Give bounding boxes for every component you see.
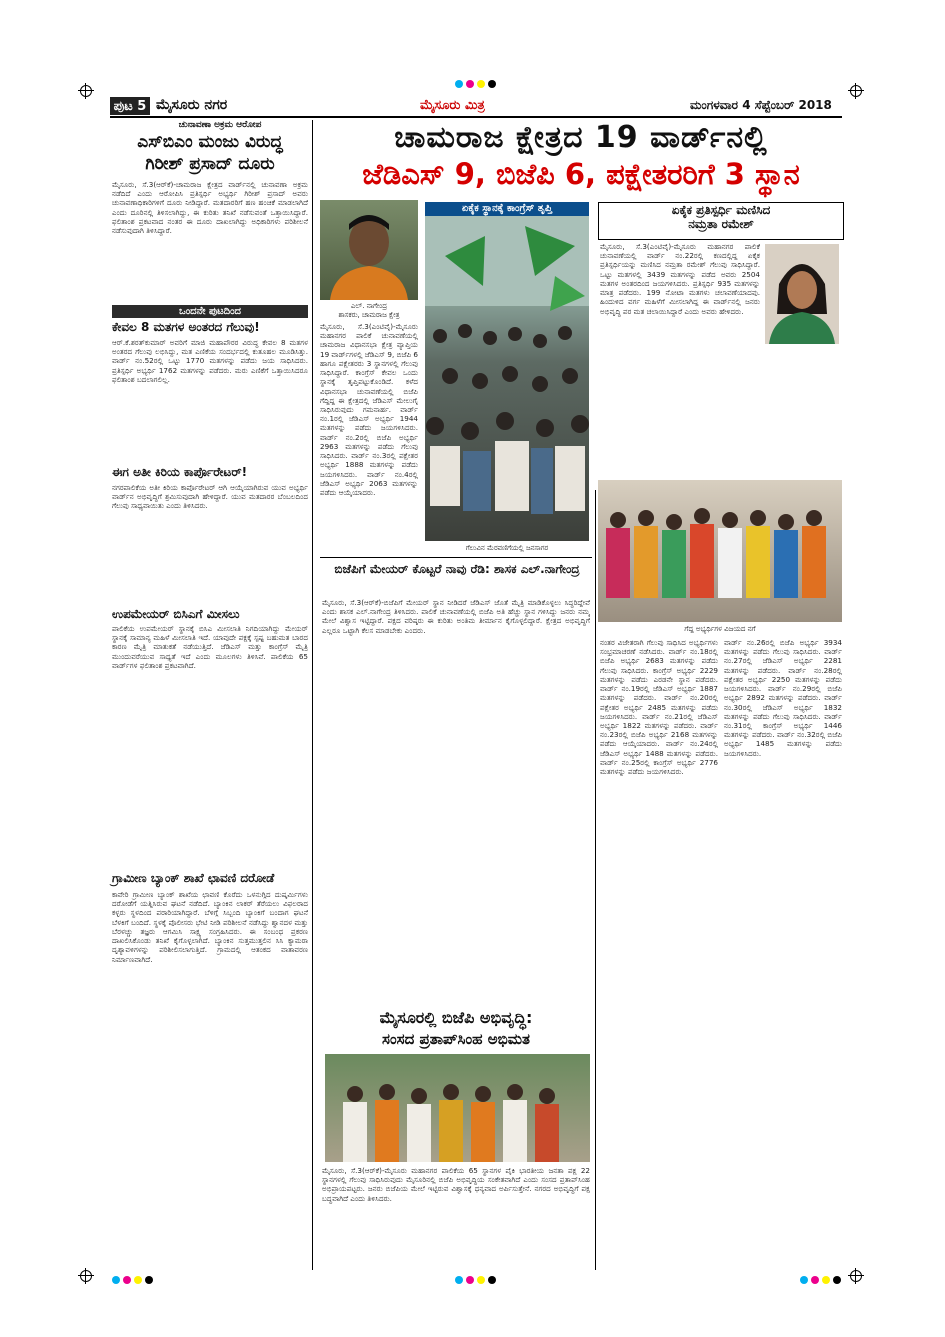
mla-portrait [320,200,418,300]
article-body: ಆರ್.ಕೆ.ಶರತ್‌ಕುಮಾರ್ ಅವರಿಗೆ ಮಾಜಿ ಮಹಾಪೌರರ ವಿರುದ್ಧ ಕೇವಲ 8 ಮತಗಳ ಅಂತರದ ಗೆಲುವು ಲಭಿಸಿದ್ದು, ಮತ ಎಣಿಕೆಯ ಸಂದರ್ಭದಲ್ಲಿ ಕುತೂಹಲ ಮೂಡಿಸಿತ್ತು. ವಾರ್ಡ್ ನಂ.52ರಲ್ಲಿ ಒಟ್ಟು 1770 ಮತಗಳನ್ನು ಪಡೆದು ಜಯ ಸಾಧಿಸಿದರು. ಪ್ರತಿಸ್ಪರ್ಧಿ ಅಭ್ಯರ್ಥಿ 1762 ಮತಗಳನ್ನು ಪಡೆದರು. ಮರು ಎಣಿಕೆಗೆ ಒತ್ತಾಯಿಸಿದರೂ ಫಲಿತಾಂಶ ಬದಲಾಗಲಿಲ್ಲ. [112,338,308,384]
winners-caption: ಗೆದ್ದ ಅಭ್ಯರ್ಥಿಗಳ ವಿಜಯದ ನಗೆ [684,625,756,633]
portrait-figure [320,200,418,300]
namratha-figure [765,244,839,344]
bjp-mayor-headline: ಬಿಜೆಪಿಗೆ ಮೇಯರ್ ಕೊಟ್ಟರೆ ನಾವು ರೆಡಿ: ಶಾಸಕ ಎಲ್.ನಾಗೇಂದ್ರ [334,562,580,576]
article-body: ಕಾವೇರಿ ಗ್ರಾಮೀಣ ಬ್ಯಾಂಕ್ ಶಾಖೆಯ ಛಾವಣಿ ಕೊರೆದು ಒಳನುಗ್ಗಿದ ದುಷ್ಕರ್ಮಿಗಳು ದರೋಡೆಗೆ ಯತ್ನಿಸಿರುವ ಘಟನೆ ನಡೆದಿದೆ. ಬ್ಯಾಂಕಿನ ಲಾಕರ್ ತೆರೆಯಲು ವಿಫಲರಾದ ಕಳ್ಳರು ಸ್ಥಳದಿಂದ ಪರಾರಿಯಾಗಿದ್ದಾರೆ. ಬೆಳಿಗ್ಗೆ ಸಿಬ್ಬಂದಿ ಬ್ಯಾಂಕಿಗೆ ಬಂದಾಗ ಘಟನೆ ಬೆಳಕಿಗೆ ಬಂದಿದೆ. ಸ್ಥಳಕ್ಕೆ ಪೊಲೀಸರು ಭೇಟಿ ನೀಡಿ ಪರಿಶೀಲನೆ ನಡೆಸಿದ್ದು ಶ್ವಾನದಳ ಮತ್ತು ಬೆರಳಚ್ಚು ತಜ್ಞರು ಆಗಮಿಸಿ ಸಾಕ್ಷ್ಯ ಸಂಗ್ರಹಿಸಿದರು. ಈ ಸಂಬಂಧ ಪ್ರಕರಣ ದಾಖಲಿಸಿಕೊಂಡು ತನಿಖೆ ಕೈಗೊಳ್ಳಲಾಗಿದೆ. ಬ್ಯಾಂಕಿನ ಸುತ್ತಮುತ್ತಲಿನ ಸಿಸಿ ಕ್ಯಾಮರಾ ದೃಶ್ಯಾವಳಿಗಳನ್ನು ಪರಿಶೀಲಿಸಲಾಗುತ್ತಿದೆ. ಗ್ರಾಮದಲ್ಲಿ ಆತಂಕದ ವಾತಾವರಣ ನಿರ್ಮಾಣವಾಗಿದೆ. [112,890,308,964]
main-headline [320,120,842,192]
page-number: ಪುಟ 5 [110,97,150,115]
namratha-portrait [765,244,839,344]
namratha-article-body: ಮೈಸೂರು, ಸೆ.3(ಎಂಟಿವೈ)-ಮೈಸೂರು ಮಹಾನಗರ ಪಾಲಿಕೆ ಚುನಾವಣೆಯಲ್ಲಿ ವಾರ್ಡ್ ನಂ.22ರಲ್ಲಿ ಕಣದಲ್ಲಿದ್ದ ಏಕೈಕ ಪ್ರತಿಸ್ಪರ್ಧಿಯನ್ನು ಮಣಿಸಿದ ನಮ್ರತಾ ರಮೇಶ್ ಗೆಲುವು ಸಾಧಿಸಿದ್ದಾರೆ. ಒಟ್ಟು ಮತಗಳಲ್ಲಿ 3439 ಮತಗಳನ್ನು ಪಡೆದ ಅವರು 2504 ಮತಗಳ ಅಂತರದಿಂದ ಜಯಗಳಿಸಿದರು. ಪ್ರತಿಸ್ಪರ್ಧಿ 935 ಮತಗಳನ್ನು ಮಾತ್ರ ಪಡೆದರು. 199 ನೋಟಾ ಮತಗಳು ಚಲಾವಣೆಯಾದವು. ಹಿಂದುಳಿದ ವರ್ಗ ಮಹಿಳೆಗೆ ಮೀಸಲಾಗಿದ್ದ ಈ ವಾರ್ಡ್‌ನಲ್ಲಿ ಜನರು ಅಭಿವೃದ್ಧಿ ಪರ ಮತ ಚಲಾಯಿಸಿದ್ದಾರೆ ಎಂದು ಅವರು ಹೇಳಿದರು. [600,242,760,316]
color-dots-bottom-right [800,1276,841,1284]
registration-mark-top-right [850,85,862,97]
color-dots-top [455,80,496,88]
namratha-headline-2: ನಮ್ರತಾ ರಮೇಶ್ [688,217,754,232]
article-subhead: ಕೇವಲ 8 ಮತಗಳ ಅಂತರದ ಗೆಲುವು! [112,320,260,334]
namratha-headline-1: ಏಕೈಕ ಪ್ರತಿಸ್ಪರ್ಧಿ ಮಣಿಸಿದ [671,203,771,217]
registration-mark-bottom-left [80,1270,92,1282]
mp-group-illustration [325,1054,590,1162]
mp-group-photo [325,1054,590,1162]
namratha-headline-box [598,202,844,240]
results-column-1: ನಂತರ ವಿಜೇತರಾಗಿ ಗೆಲುವು ಸಾಧಿಸಿದ ಅಭ್ಯರ್ಥಿಗಳು ಸಂಭ್ರಮಾಚರಣೆ ನಡೆಸಿದರು. ವಾರ್ಡ್ ನಂ.18ರಲ್ಲಿ ಬಿಜೆಪಿ ಅಭ್ಯರ್ಥಿ 2683 ಮತಗಳನ್ನು ಪಡೆದು ಗೆಲುವು ಸಾಧಿಸಿದರು. ಕಾಂಗ್ರೆಸ್ ಅಭ್ಯರ್ಥಿ 2229 ಮತಗಳನ್ನು ಪಡೆದು ಎರಡನೇ ಸ್ಥಾನ ಪಡೆದರು. ವಾರ್ಡ್ ನಂ.19ರಲ್ಲಿ ಜೆಡಿಎಸ್ ಅಭ್ಯರ್ಥಿ 1887 ಮತಗಳನ್ನು ಪಡೆದರು. ವಾರ್ಡ್ ನಂ.20ರಲ್ಲಿ ಪಕ್ಷೇತರ ಅಭ್ಯರ್ಥಿ 2485 ಮತಗಳನ್ನು ಪಡೆದು ಜಯಗಳಿಸಿದರು. ವಾರ್ಡ್ ನಂ.21ರಲ್ಲಿ ಜೆಡಿಎಸ್ ಅಭ್ಯರ್ಥಿ 1822 ಮತಗಳನ್ನು ಪಡೆದರು. ವಾರ್ಡ್ ನಂ.23ರಲ್ಲಿ ಬಿಜೆಪಿ ಅಭ್ಯರ್ಥಿ 2168 ಮತಗಳನ್ನು ಪಡೆದು ಆಯ್ಕೆಯಾದರು. ವಾರ್ಡ್ ನಂ.24ರಲ್ಲಿ ಜೆಡಿಎಸ್ ಅಭ್ಯರ್ಥಿ 1488 ಮತಗಳನ್ನು ಪಡೆದರು. ವಾರ್ಡ್ ನಂ.25ರಲ್ಲಿ ಕಾಂಗ್ರೆಸ್ ಅಭ್ಯರ್ಥಿ 2776 ಮತಗಳನ್ನು ಪಡೆದು ಜಯಗಳಿಸಿದರು. [600,638,718,777]
registration-mark-bottom-right [850,1270,862,1282]
main-headline-line-2: ಜೆಡಿಎಸ್ 9, ಬಿಜೆಪಿ 6, ಪಕ್ಷೇತರರಿಗೆ 3 ಸ್ಥಾನ [362,157,800,191]
crowd-illustration [425,216,589,541]
article-subhead: ಈಗ ಅತೀ ಕಿರಿಯ ಕಾರ್ಪೊರೇಟರ್! [112,465,248,479]
column-divider [595,490,596,1270]
registration-mark-top-left [80,85,92,97]
article-body: ಪಾಲಿಕೆಯ ಉಪಮೇಯರ್ ಸ್ಥಾನಕ್ಕೆ ಬಿಸಿಎ ಮೀಸಲಾತಿ ನಿಗದಿಯಾಗಿದ್ದು ಮೇಯರ್ ಸ್ಥಾನಕ್ಕೆ ಸಾಮಾನ್ಯ ಮಹಿಳೆ ಮೀಸಲಾತಿ ಇದೆ. ಯಾವುದೇ ಪಕ್ಷಕ್ಕೆ ಸ್ಪಷ್ಟ ಬಹುಮತ ಬಾರದ ಕಾರಣ ಮೈತ್ರಿ ಮಾತುಕತೆ ನಡೆಯುತ್ತಿದೆ. ಜೆಡಿಎಸ್ ಮತ್ತು ಕಾಂಗ್ರೆಸ್ ಮೈತ್ರಿ ಮುಂದುವರೆಯುವ ಸಾಧ್ಯತೆ ಇದೆ ಎಂದು ಮೂಲಗಳು ತಿಳಿಸಿವೆ. ಪಾಲಿಕೆಯ 65 ವಾರ್ಡ್‌ಗಳ ಫಲಿತಾಂಶ ಪ್ರಕಟವಾಗಿದೆ. [112,624,308,670]
color-dots-bottom-left [112,1276,153,1284]
winners-illustration [598,480,842,622]
victory-procession-photo [425,216,589,541]
section-rule [320,557,592,558]
issue-date: ಮಂಗಳವಾರ 4 ಸೆಪ್ಟೆಂಬರ್ 2018 [690,98,832,112]
left-headline-2: ಗಿರೀಶ್ ಪ್ರಸಾದ್ ದೂರು [145,154,275,174]
main-headline-line-1: ಚಾಮರಾಜ ಕ್ಷೇತ್ರದ 19 ವಾರ್ಡ್‌ನಲ್ಲಿ [394,120,768,155]
mp-headline-1: ಮೈಸೂರಲ್ಲಿ ಬಿಜೆಪಿ ಅಭಿವೃದ್ಧಿ: [379,1008,533,1027]
article-subhead: ಉಪಮೇಯರ್ ಬಿಸಿಎಗೆ ಮೀಸಲು [112,607,240,621]
portrait-caption-title: ಶಾಸಕರು, ಚಾಮರಾಜ ಕ್ಷೇತ್ರ [338,311,400,319]
photo-title: ಏಕೈಕ ಸ್ಥಾನಕ್ಕೆ ಕಾಂಗ್ರೆಸ್ ತೃಪ್ತಿ [425,202,589,216]
left-article-body: ಮೈಸೂರು, ಸೆ.3(ಆರ್‌ಕೆ)-ಚಾಮರಾಜ ಕ್ಷೇತ್ರದ ವಾರ್ಡ್‌ನಲ್ಲಿ ಚುನಾವಣಾ ಅಕ್ರಮ ನಡೆದಿದೆ ಎಂದು ಆರೋಪಿಸಿ ಪ್ರತಿಸ್ಪರ್ಧಿ ಅಭ್ಯರ್ಥಿ ಗಿರೀಶ್ ಪ್ರಸಾದ್ ಅವರು ಚುನಾವಣಾಧಿಕಾರಿಗಳಿಗೆ ದೂರು ನೀಡಿದ್ದಾರೆ. ಮತದಾರರಿಗೆ ಹಣ ಹಂಚಿಕೆ ಮಾಡಲಾಗಿದೆ ಎಂದು ದೂರಿನಲ್ಲಿ ತಿಳಿಸಲಾಗಿದ್ದು, ಈ ಕುರಿತು ತನಿಖೆ ನಡೆಸುವಂತೆ ಒತ್ತಾಯಿಸಿದ್ದಾರೆ. ಫಲಿತಾಂಶ ಪ್ರಕಟವಾದ ನಂತರ ಈ ದೂರು ದಾಖಲಾಗಿದ್ದು ಅಧಿಕಾರಿಗಳು ಪರಿಶೀಲನೆ ನಡೆಸುವುದಾಗಿ ತಿಳಿಸಿದ್ದಾರೆ. [112,180,308,236]
left-kicker: ಚುನಾವಣಾ ಅಕ್ರಮ ಆರೋಪ [178,120,262,130]
continued-label: ಒಂದನೇ ಪುಟದಿಂದ [112,305,308,318]
results-column-2: ವಾರ್ಡ್ ನಂ.26ರಲ್ಲಿ ಬಿಜೆಪಿ ಅಭ್ಯರ್ಥಿ 3934 ಮತಗಳನ್ನು ಪಡೆದು ಗೆಲುವು ಸಾಧಿಸಿದರು. ವಾರ್ಡ್ ನಂ.27ರಲ್ಲಿ ಜೆಡಿಎಸ್ ಅಭ್ಯರ್ಥಿ 2281 ಮತಗಳನ್ನು ಪಡೆದರು. ವಾರ್ಡ್ ನಂ.28ರಲ್ಲಿ ಪಕ್ಷೇತರ ಅಭ್ಯರ್ಥಿ 2250 ಮತಗಳನ್ನು ಪಡೆದು ಜಯಗಳಿಸಿದರು. ವಾರ್ಡ್ ನಂ.29ರಲ್ಲಿ ಬಿಜೆಪಿ ಅಭ್ಯರ್ಥಿ 2892 ಮತಗಳನ್ನು ಪಡೆದರು. ವಾರ್ಡ್ ನಂ.30ರಲ್ಲಿ ಜೆಡಿಎಸ್ ಅಭ್ಯರ್ಥಿ 1832 ಮತಗಳನ್ನು ಪಡೆದು ಗೆಲುವು ಸಾಧಿಸಿದರು. ವಾರ್ಡ್ ನಂ.31ರಲ್ಲಿ ಕಾಂಗ್ರೆಸ್ ಅಭ್ಯರ್ಥಿ 1446 ಮತಗಳನ್ನು ಪಡೆದರು. ವಾರ್ಡ್ ನಂ.32ರಲ್ಲಿ ಬಿಜೆಪಿ ಅಭ್ಯರ್ಥಿ 1485 ಮತಗಳನ್ನು ಪಡೆದು ಜಯಗಳಿಸಿದರು. [724,638,842,758]
bjp-mayor-article-body: ಮೈಸೂರು, ಸೆ.3(ಆರ್‌ಕೆ)-ಬಿಜೆಪಿಗೆ ಮೇಯರ್ ಸ್ಥಾನ ನೀಡಿದರೆ ಜೆಡಿಎಸ್ ಜೊತೆ ಮೈತ್ರಿ ಮಾಡಿಕೊಳ್ಳಲು ಸಿದ್ಧರಿದ್ದೇವೆ ಎಂದು ಶಾಸಕ ಎಲ್.ನಾಗೇಂದ್ರ ತಿಳಿಸಿದರು. ಪಾಲಿಕೆ ಚುನಾವಣೆಯಲ್ಲಿ ಬಿಜೆಪಿ ಅತಿ ಹೆಚ್ಚು ಸ್ಥಾನ ಗಳಿಸಿದ್ದು ಜನರು ನಮ್ಮ ಮೇಲೆ ವಿಶ್ವಾಸ ಇಟ್ಟಿದ್ದಾರೆ. ಪಕ್ಷದ ವರಿಷ್ಠರು ಈ ಕುರಿತು ಅಂತಿಮ ತೀರ್ಮಾನ ಕೈಗೊಳ್ಳಲಿದ್ದಾರೆ. ಕ್ಷೇತ್ರದ ಅಭಿವೃದ್ಧಿಗೆ ಎಲ್ಲರೂ ಒಟ್ಟಾಗಿ ಕೆಲಸ ಮಾಡಬೇಕು ಎಂದರು. [322,598,590,635]
masthead: ಮೈಸೂರು ಮಿತ್ರ [420,98,485,113]
photo-caption: ಗೆಲುವಿನ ಮೆರವಣಿಗೆಯಲ್ಲಿ ಜನಸಾಗರ [465,544,549,552]
color-dots-bottom-center [455,1276,496,1284]
main-article-body: ಮೈಸೂರು, ಸೆ.3(ಎಂಟಿವೈ)-ಮೈಸೂರು ಮಹಾನಗರ ಪಾಲಿಕೆ ಚುನಾವಣೆಯಲ್ಲಿ ಚಾಮರಾಜ ವಿಧಾನಸಭಾ ಕ್ಷೇತ್ರ ವ್ಯಾಪ್ತಿಯ 19 ವಾರ್ಡ್‌ಗಳಲ್ಲಿ ಜೆಡಿಎಸ್ 9, ಬಿಜೆಪಿ 6 ಹಾಗೂ ಪಕ್ಷೇತರರು 3 ಸ್ಥಾನಗಳಲ್ಲಿ ಗೆಲುವು ಸಾಧಿಸಿದ್ದಾರೆ. ಕಾಂಗ್ರೆಸ್ ಕೇವಲ ಒಂದು ಸ್ಥಾನಕ್ಕೆ ತೃಪ್ತಿಪಟ್ಟುಕೊಂಡಿದೆ. ಕಳೆದ ವಿಧಾನಸಭಾ ಚುನಾವಣೆಯಲ್ಲಿ ಬಿಜೆಪಿ ಗೆದ್ದಿದ್ದ ಈ ಕ್ಷೇತ್ರದಲ್ಲಿ ಜೆಡಿಎಸ್ ಮೇಲುಗೈ ಸಾಧಿಸಿರುವುದು ಗಮನಾರ್ಹ. ವಾರ್ಡ್ ನಂ.1ರಲ್ಲಿ ಜೆಡಿಎಸ್ ಅಭ್ಯರ್ಥಿ 1944 ಮತಗಳನ್ನು ಪಡೆದು ಜಯಗಳಿಸಿದರು. ವಾರ್ಡ್ ನಂ.2ರಲ್ಲಿ ಬಿಜೆಪಿ ಅಭ್ಯರ್ಥಿ 2963 ಮತಗಳನ್ನು ಪಡೆದು ಗೆಲುವು ಸಾಧಿಸಿದರು. ವಾರ್ಡ್ ನಂ.3ರಲ್ಲಿ ಪಕ್ಷೇತರ ಅಭ್ಯರ್ಥಿ 1888 ಮತಗಳನ್ನು ಪಡೆದು ಜಯಗಳಿಸಿದರು. ವಾರ್ಡ್ ನಂ.4ರಲ್ಲಿ ಜೆಡಿಎಸ್ ಅಭ್ಯರ್ಥಿ 2063 ಮತಗಳನ್ನು ಪಡೆದು ಆಯ್ಕೆಯಾದರು. [320,322,418,497]
mp-headline-2: ಸಂಸದ ಪ್ರತಾಪ್‌ಸಿಂಹ ಅಭಿಮತ [382,1030,530,1048]
article-body: ನಗರಪಾಲಿಕೆಯ ಅತೀ ಕಿರಿಯ ಕಾರ್ಪೊರೇಟರ್ ಆಗಿ ಆಯ್ಕೆಯಾಗಿರುವ ಯುವ ಅಭ್ಯರ್ಥಿ ವಾರ್ಡ್‌ನ ಅಭಿವೃದ್ಧಿಗೆ ಶ್ರಮಿಸುವುದಾಗಿ ಹೇಳಿದ್ದಾರೆ. ಯುವ ಮತದಾರರ ಬೆಂಬಲದಿಂದ ಗೆಲುವು ಸಾಧ್ಯವಾಯಿತು ಎಂದು ತಿಳಿಸಿದರು. [112,483,308,511]
portrait-caption-name: ಎಲ್. ನಾಗೇಂದ್ರ [350,302,388,310]
section-title: ಮೈಸೂರು ನಗರ [156,97,228,113]
article-subhead: ಗ್ರಾಮೀಣ ಬ್ಯಾಂಕ್ ಶಾಖೆ ಛಾವಣಿ ದರೋಡೆ [112,871,275,885]
mp-article-body: ಮೈಸೂರು, ಸೆ.3(ಆರ್‌ಕೆ)-ಮೈಸೂರು ಮಹಾನಗರ ಪಾಲಿಕೆಯ 65 ಸ್ಥಾನಗಳ ಪೈಕಿ ಭಾರತೀಯ ಜನತಾ ಪಕ್ಷ 22 ಸ್ಥಾನಗಳಲ್ಲಿ ಗೆಲುವು ಸಾಧಿಸಿರುವುದು ಮೈಸೂರಿನಲ್ಲಿ ಬಿಜೆಪಿ ಅಭಿವೃದ್ಧಿಯ ಸಂಕೇತವಾಗಿದೆ ಎಂದು ಸಂಸದ ಪ್ರತಾಪ್‌ಸಿಂಹ ಅಭಿಪ್ರಾಯಪಟ್ಟರು. ಜನರು ಬಿಜೆಪಿಯ ಮೇಲೆ ಇಟ್ಟಿರುವ ವಿಶ್ವಾಸಕ್ಕೆ ಧನ್ಯವಾದ ಅರ್ಪಿಸುತ್ತೇನೆ. ನಗರದ ಅಭಿವೃದ್ಧಿಗೆ ಪಕ್ಷ ಬದ್ಧವಾಗಿದೆ ಎಂದು ತಿಳಿಸಿದರು. [322,1166,590,1203]
winners-group-photo [598,480,842,622]
column-divider [312,120,313,1270]
left-headline-1: ಎಸ್‌ಬಿಎಂ ಮಂಜು ವಿರುದ್ಧ [137,132,283,152]
